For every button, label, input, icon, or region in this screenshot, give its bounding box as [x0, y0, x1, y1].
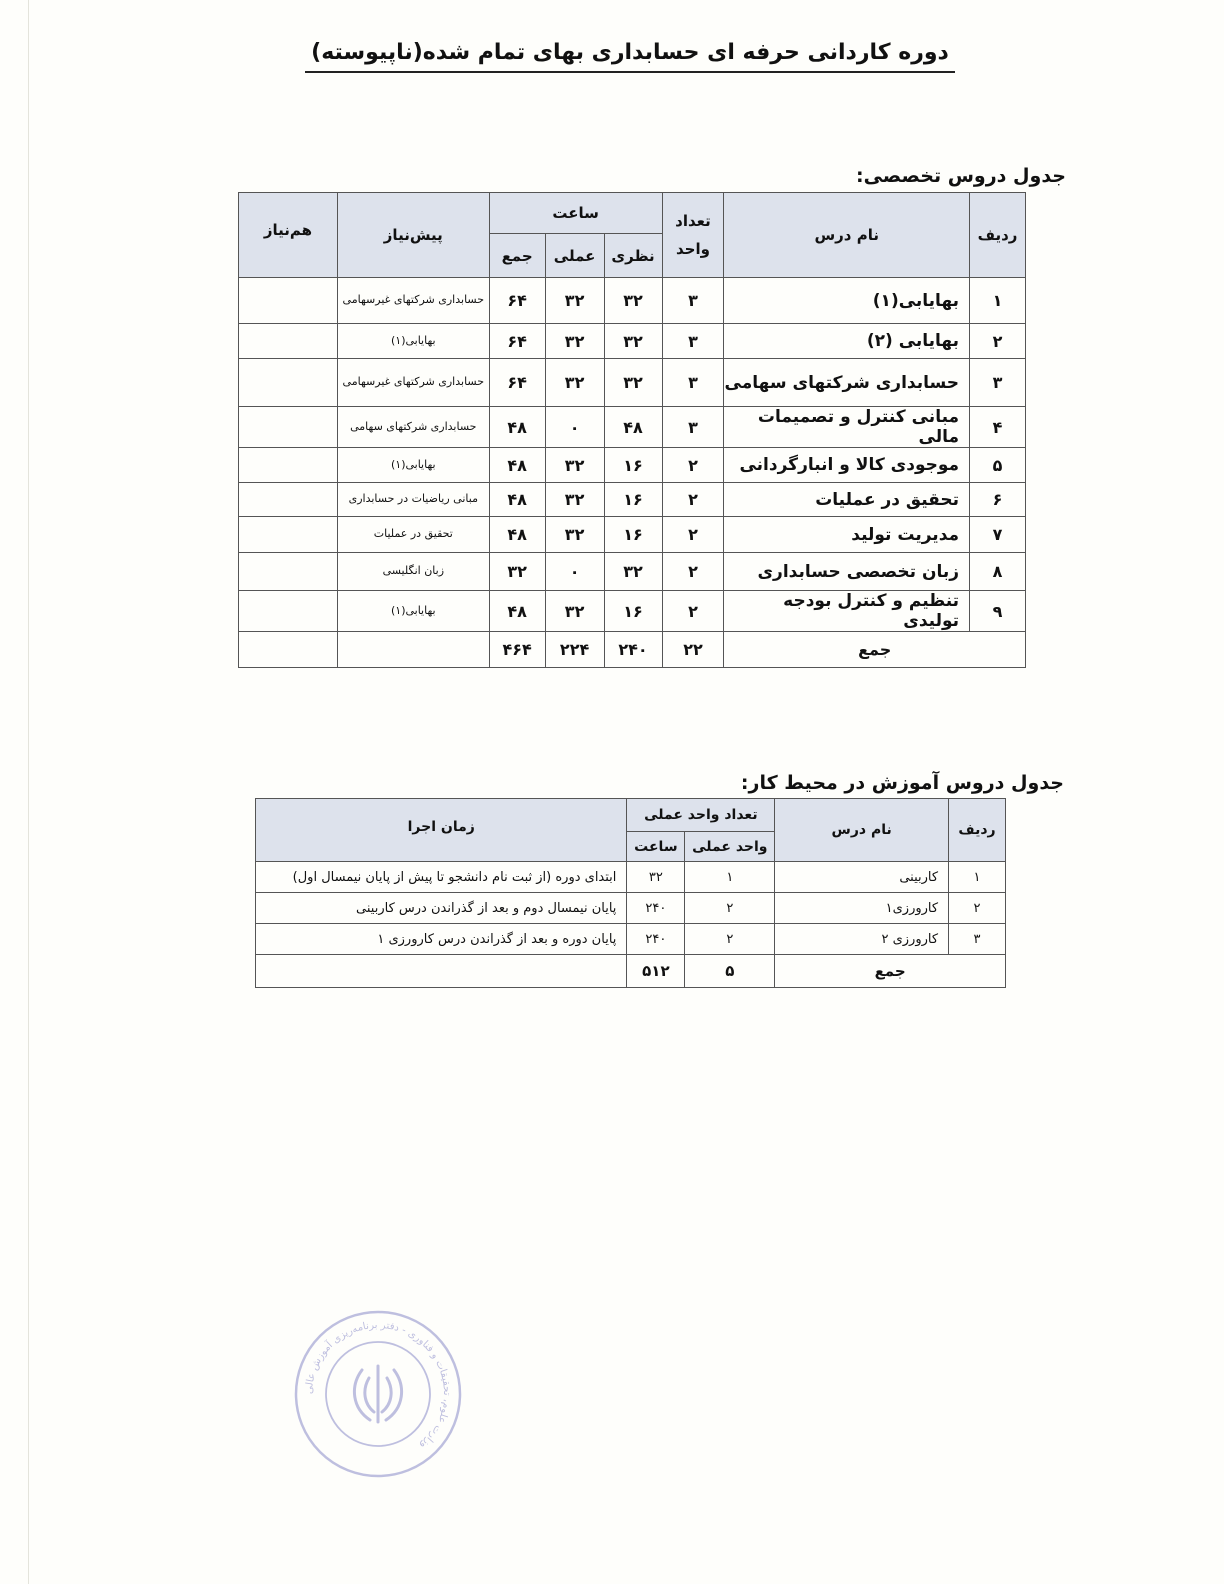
cell-theory: ۳۲: [604, 324, 662, 359]
cell-practical: ۳۲: [545, 324, 604, 359]
cell-total-theory: ۲۴۰: [604, 632, 662, 668]
table-row: [239, 517, 1026, 553]
table-row: [256, 862, 1006, 893]
cell-unit: ۲: [685, 893, 775, 924]
cell-hours: ۳۲: [627, 862, 685, 893]
table-row: [256, 924, 1006, 955]
cell-theory: ۱۶: [604, 591, 662, 632]
table-row: [239, 324, 1026, 359]
cell-total-unit: ۵: [685, 955, 775, 988]
cell-corequisite: [239, 448, 338, 483]
table-row: [239, 359, 1026, 407]
cell-course-name: موجودی کالا و انبارگردانی: [724, 448, 970, 483]
header-theory: نظری: [604, 234, 662, 278]
cell-hours: ۲۴۰: [627, 924, 685, 955]
cell-total-units: ۲۲: [662, 632, 724, 668]
cell-row-number: ۵: [970, 448, 1026, 483]
header-units-line1: تعداد: [675, 211, 711, 230]
cell-course-name: بهایابی (۲): [724, 324, 970, 359]
cell-practical: ۰: [545, 407, 604, 448]
cell-sum: ۶۴: [489, 278, 545, 324]
cell-course-name: کارورزی ۲: [775, 924, 949, 955]
cell-unit: ۱: [685, 862, 775, 893]
cell-sum: ۴۸: [489, 407, 545, 448]
cell-total-practical: ۲۲۴: [545, 632, 604, 668]
cell-row-number: ۲: [949, 893, 1006, 924]
cell-hours: ۲۴۰: [627, 893, 685, 924]
table-total-row: [256, 955, 1006, 988]
cell-schedule: پایان دوره و بعد از گذراندن درس کارورزی ۱: [256, 924, 627, 955]
cell-theory: ۳۲: [604, 278, 662, 324]
header-corequisite: هم‌نیاز: [239, 193, 338, 278]
table-row: [239, 553, 1026, 591]
header-practical-units: تعداد واحد عملی: [627, 799, 775, 832]
cell-row-number: ۱: [970, 278, 1026, 324]
cell-corequisite: [239, 591, 338, 632]
cell-schedule: ابتدای دوره (از ثبت نام دانشجو تا پیش از پایان نیمسال اول): [256, 862, 627, 893]
cell-row-number: ۳: [949, 924, 1006, 955]
table-row: [256, 893, 1006, 924]
header-schedule: زمان اجرا: [256, 799, 627, 862]
cell-sum: ۶۴: [489, 324, 545, 359]
header-row-number: ردیف: [970, 193, 1026, 278]
cell-sum: ۶۴: [489, 359, 545, 407]
cell-corequisite: [239, 359, 338, 407]
cell-practical: ۳۲: [545, 278, 604, 324]
cell-practical: ۳۲: [545, 483, 604, 517]
table-row: [239, 407, 1026, 448]
cell-corequisite: [239, 278, 338, 324]
cell-units: ۲: [662, 448, 724, 483]
cell-course-name: تنظیم و کنترل بودجه تولیدی: [724, 591, 970, 632]
cell-course-name: حسابداری شرکتهای سهامی: [724, 359, 970, 407]
cell-course-name: کاربینی: [775, 862, 949, 893]
cell-row-number: ۴: [970, 407, 1026, 448]
cell-units: ۳: [662, 359, 724, 407]
cell-practical: ۳۲: [545, 359, 604, 407]
cell-theory: ۱۶: [604, 483, 662, 517]
cell-sum: ۴۸: [489, 483, 545, 517]
cell-practical: ۳۲: [545, 448, 604, 483]
cell-prerequisite: حسابداری شرکتهای سهامی: [337, 407, 489, 448]
header-course-name: نام درس: [775, 799, 949, 862]
cell-theory: ۳۲: [604, 359, 662, 407]
specialized-courses-table: [238, 192, 1026, 668]
cell-prerequisite: بهایابی(۱): [337, 448, 489, 483]
cell-sum: ۴۸: [489, 591, 545, 632]
table-row: [239, 591, 1026, 632]
cell-corequisite: [239, 517, 338, 553]
cell-practical: ۳۲: [545, 591, 604, 632]
cell-total-schedule: [256, 955, 627, 988]
page-edge-line: [28, 0, 29, 1584]
header-unit: واحد عملی: [685, 832, 775, 862]
cell-units: ۲: [662, 517, 724, 553]
cell-prerequisite: تحقیق در عملیات: [337, 517, 489, 553]
cell-total-hours: ۵۱۲: [627, 955, 685, 988]
cell-units: ۲: [662, 483, 724, 517]
document-title: [300, 40, 960, 65]
cell-total-prerequisite: [337, 632, 489, 668]
header-practical: عملی: [545, 234, 604, 278]
cell-prerequisite: بهایابی(۱): [337, 324, 489, 359]
header-units: [662, 193, 724, 278]
cell-practical: ۳۲: [545, 517, 604, 553]
cell-prerequisite: حسابداری شرکتهای غیرسهامی: [337, 359, 489, 407]
cell-corequisite: [239, 324, 338, 359]
header-units-line2: واحد: [675, 240, 710, 258]
header-sum: جمع: [489, 234, 545, 278]
cell-schedule: پایان نیمسال دوم و بعد از گذراندن درس کاربینی: [256, 893, 627, 924]
cell-prerequisite: مبانی ریاضیات در حسابداری: [337, 483, 489, 517]
cell-prerequisite: زبان انگلیسی: [337, 553, 489, 591]
cell-units: ۳: [662, 324, 724, 359]
cell-row-number: ۷: [970, 517, 1026, 553]
cell-prerequisite: بهایابی(۱): [337, 591, 489, 632]
cell-row-number: ۶: [970, 483, 1026, 517]
cell-theory: ۳۲: [604, 553, 662, 591]
cell-row-number: ۱: [949, 862, 1006, 893]
header-hours: ساعت: [489, 193, 662, 234]
cell-total-label: جمع: [775, 955, 1006, 988]
cell-course-name: بهایابی(۱): [724, 278, 970, 324]
document-title-text: دوره کاردانی حرفه ای حسابداری بهای تمام شده(ناپیوسته): [305, 40, 955, 73]
header-row-number: ردیف: [949, 799, 1006, 862]
cell-theory: ۱۶: [604, 448, 662, 483]
header-course-name: نام درس: [724, 193, 970, 278]
cell-theory: ۴۸: [604, 407, 662, 448]
cell-course-name: مدیریت تولید: [724, 517, 970, 553]
cell-row-number: ۳: [970, 359, 1026, 407]
workplace-courses-table: [255, 798, 1006, 988]
cell-total-label: جمع: [724, 632, 1026, 668]
cell-total-sum: ۴۶۴: [489, 632, 545, 668]
stamp-ring-text: وزارت علوم، تحقیقات و فناوری - دفتر برنامه‌ریزی آموزش عالی: [303, 1319, 453, 1452]
workplace-courses-heading: جدول دروس آموزش در محیط کار:: [740, 772, 1064, 794]
cell-sum: ۳۲: [489, 553, 545, 591]
cell-total-corequisite: [239, 632, 338, 668]
cell-row-number: ۹: [970, 591, 1026, 632]
cell-course-name: زبان تخصصی حسابداری: [724, 553, 970, 591]
cell-row-number: ۸: [970, 553, 1026, 591]
cell-units: ۳: [662, 278, 724, 324]
official-stamp-seal: [292, 1308, 464, 1480]
table-row: [239, 483, 1026, 517]
table-row: [239, 448, 1026, 483]
cell-theory: ۱۶: [604, 517, 662, 553]
cell-prerequisite: حسابداری شرکتهای غیرسهامی: [337, 278, 489, 324]
cell-sum: ۴۸: [489, 448, 545, 483]
cell-units: ۳: [662, 407, 724, 448]
cell-course-name: کارورزی۱: [775, 893, 949, 924]
cell-corequisite: [239, 407, 338, 448]
cell-sum: ۴۸: [489, 517, 545, 553]
header-prerequisite: پیش‌نیاز: [337, 193, 489, 278]
cell-row-number: ۲: [970, 324, 1026, 359]
header-hours: ساعت: [627, 832, 685, 862]
cell-course-name: مبانی کنترل و تصمیمات مالی: [724, 407, 970, 448]
table-total-row: [239, 632, 1026, 668]
cell-units: ۲: [662, 591, 724, 632]
cell-practical: ۰: [545, 553, 604, 591]
table-row: [239, 278, 1026, 324]
cell-course-name: تحقیق در عملیات: [724, 483, 970, 517]
cell-unit: ۲: [685, 924, 775, 955]
cell-corequisite: [239, 553, 338, 591]
cell-units: ۲: [662, 553, 724, 591]
cell-corequisite: [239, 483, 338, 517]
specialized-courses-heading: جدول دروس تخصصی:: [855, 165, 1066, 187]
